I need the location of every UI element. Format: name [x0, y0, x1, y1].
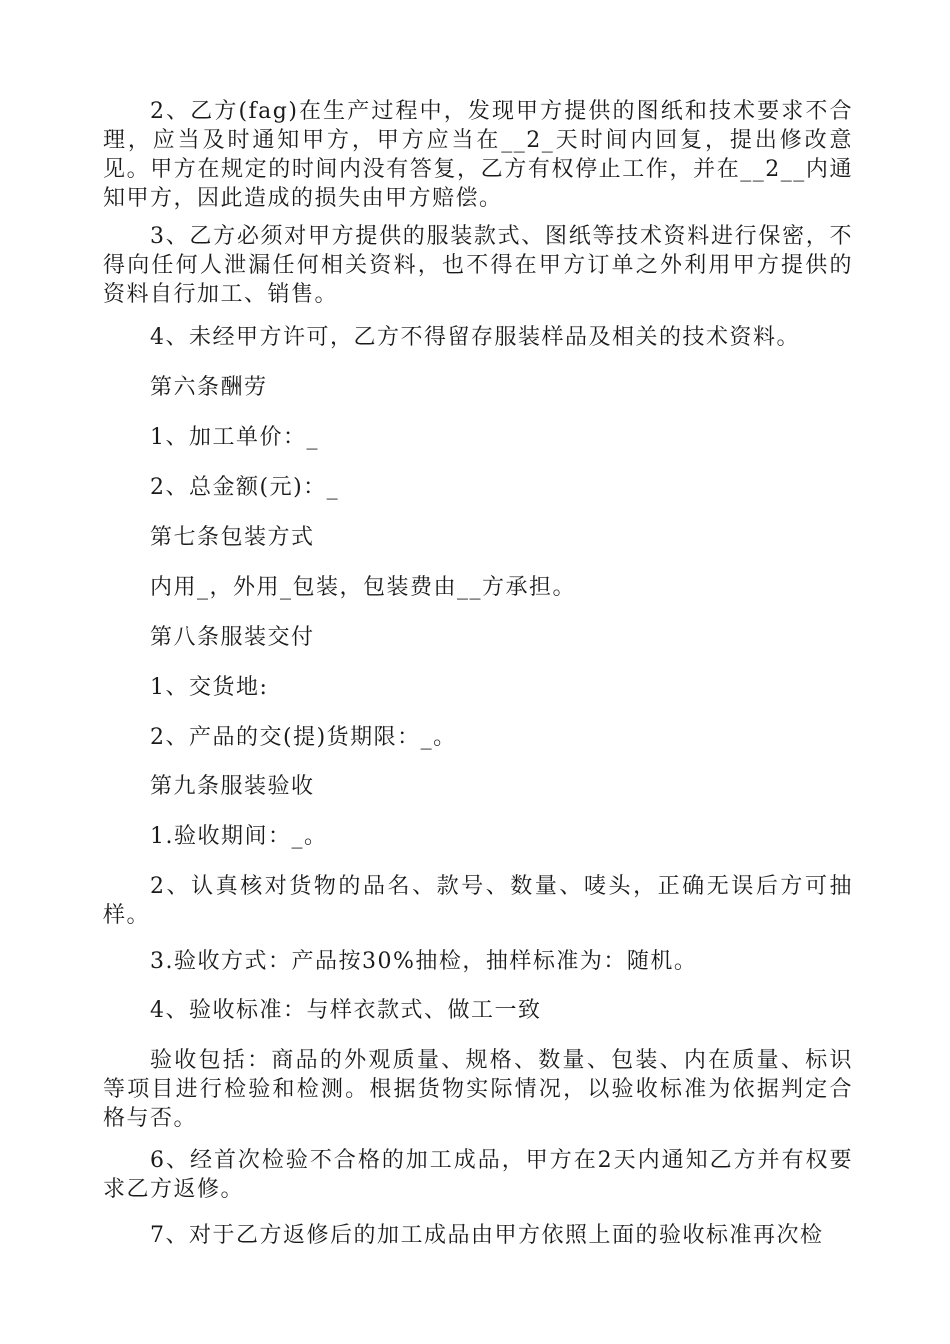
paragraph-clause-9-2: 2、认真核对货物的品名、款号、数量、唛头，正确无误后方可抽样。	[103, 874, 853, 928]
heading-article-6: 第六条酬劳	[150, 375, 268, 400]
heading-article-9: 第九条服装验收	[150, 774, 315, 799]
paragraph-clause-9-4: 4、验收标准：与样衣款式、做工一致	[150, 998, 542, 1023]
paragraph-clause-5-4: 4、未经甲方许可，乙方不得留存服装样品及相关的技术资料。	[150, 325, 800, 350]
paragraph-clause-9-7: 7、对于乙方返修后的加工成品由甲方依照上面的验收标准再次检	[150, 1223, 824, 1248]
heading-article-7: 第七条包装方式	[150, 525, 315, 550]
paragraph-inspection-scope: 验收包括：商品的外观质量、规格、数量、包装、内在质量、标识等项目进行检验和检测。根据货物实际情况，以验收标准为依据判定合格与否。	[103, 1048, 853, 1131]
paragraph-clause-5-3: 3、乙方必须对甲方提供的服装款式、图纸等技术资料进行保密，不得向任何人泄漏任何相关资料，也不得在甲方订单之外利用甲方提供的资料自行加工、销售。	[103, 224, 853, 307]
paragraph-clause-5-2: 2、乙方(fag)在生产过程中，发现甲方提供的图纸和技术要求不合理，应当及时通知甲方，甲方应当在__2_天时间内回复，提出修改意见。甲方在规定的时间内没有答复，乙方有权停止工作，并在__2__内通知甲方，因此造成的损失由甲方赔偿。	[103, 99, 853, 211]
paragraph-packaging: 内用_，外用_包装，包装费由__方承担。	[150, 575, 577, 600]
paragraph-clause-8-1: 1、交货地:	[150, 675, 269, 700]
paragraph-clause-8-2: 2、产品的交(提)货期限：_。	[150, 725, 457, 750]
paragraph-clause-9-1: 1.验收期间：_。	[150, 824, 328, 849]
heading-article-8: 第八条服装交付	[150, 625, 315, 650]
paragraph-clause-6-1: 1、加工单价：_	[150, 425, 319, 450]
paragraph-clause-9-3: 3.验收方式：产品按30%抽检，抽样标准为：随机。	[150, 949, 698, 974]
paragraph-clause-6-2: 2、总金额(元)：_	[150, 475, 340, 500]
paragraph-clause-9-6: 6、经首次检验不合格的加工成品，甲方在2天内通知乙方并有权要求乙方返修。	[103, 1148, 853, 1202]
